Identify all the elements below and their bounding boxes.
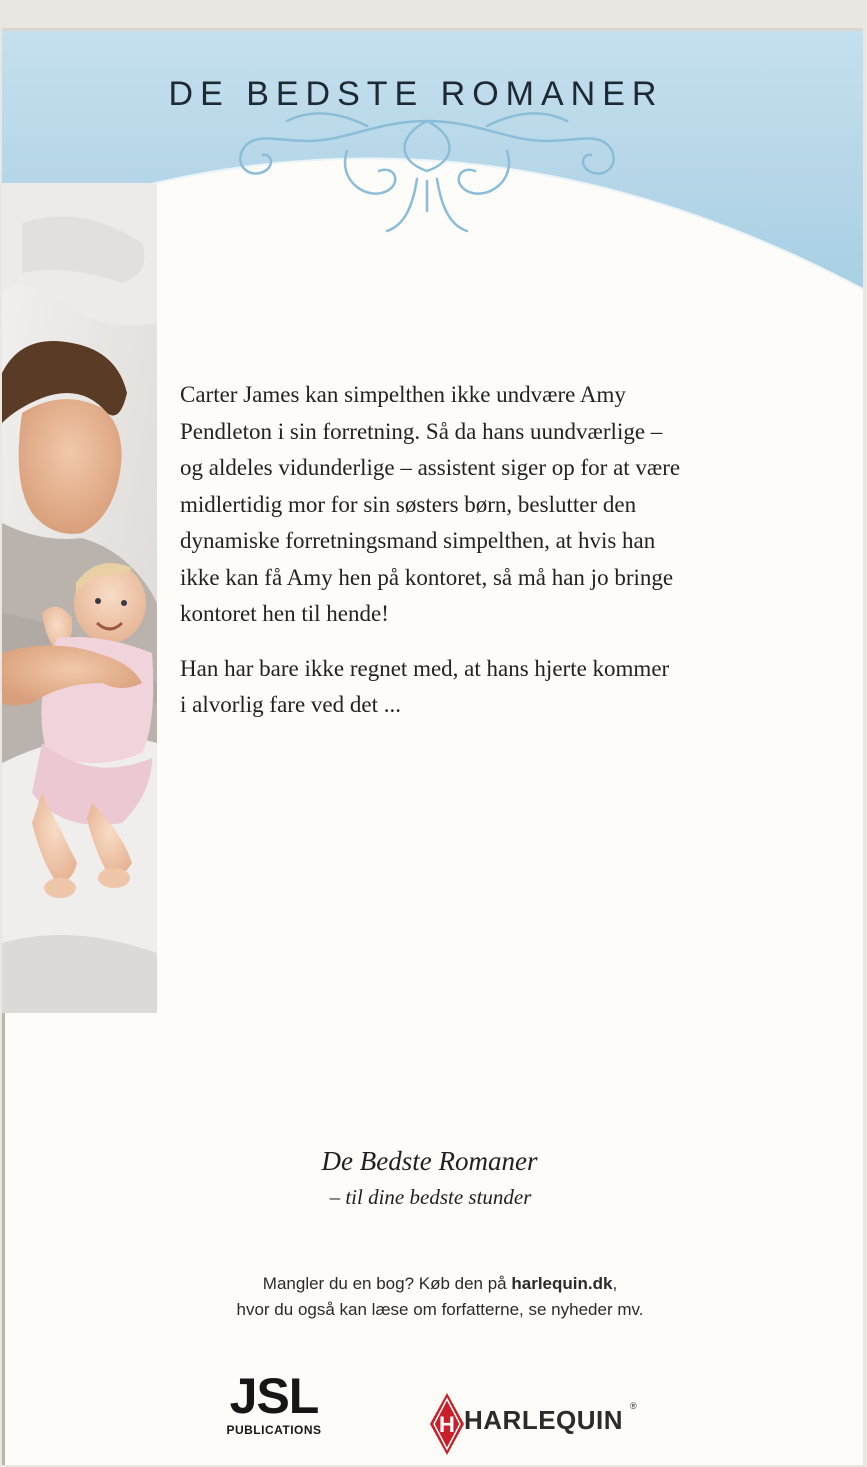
series-title: DE BEDSTE ROMANER bbox=[168, 75, 664, 113]
shop-info bbox=[2, 1271, 863, 1323]
back-cover-blurb bbox=[180, 377, 780, 742]
harlequin-wordmark: HARLEQUIN bbox=[464, 1405, 624, 1435]
tagline-title: De Bedste Romaner bbox=[321, 1146, 538, 1176]
series-tagline bbox=[2, 1146, 857, 1210]
blurb-paragraph: Carter James kan simpelthen ikke undvære Amy Pendleton i sin forretning. Så da hans uundværlige – og aldeles vidunderlige – assistent siger op for at være midlertidig mor for sin søsters børn, beslutter den dynamiske forretningsmand simpelthen, at hvis han ikke kan få Amy hen på kontoret, så må han jo bringe kontoret hen til hende! bbox=[180, 382, 681, 626]
website-link[interactable]: harlequin.dk bbox=[511, 1274, 613, 1293]
harlequin-mark-letter: H bbox=[439, 1412, 455, 1437]
scroll-ornament-icon bbox=[227, 101, 627, 251]
shop-line-1-suffix: , bbox=[612, 1274, 618, 1293]
harlequin-diamond-icon bbox=[430, 1393, 464, 1455]
shop-line-2: hvor du også kan læse om forfatterne, se nyheder mv. bbox=[236, 1300, 644, 1319]
jsl-logo-text: JSL bbox=[229, 1368, 319, 1424]
shop-line-1 bbox=[2, 1271, 863, 1297]
book-back-cover bbox=[2, 28, 863, 1465]
shop-line-1-prefix: Mangler du en bog? Køb den på bbox=[262, 1274, 512, 1293]
blurb-paragraph: Han har bare ikke regnet med, at hans hjerte kommer i alvorlig fare ved det ... bbox=[180, 655, 670, 717]
jsl-logo-subtext: PUBLICATIONS bbox=[226, 1423, 322, 1437]
jsl-publications-logo bbox=[218, 1368, 330, 1437]
father-and-baby-photo bbox=[2, 183, 157, 1013]
registered-mark: ® bbox=[630, 1401, 637, 1411]
tagline-subtitle: – til dine bedste stunder bbox=[329, 1185, 532, 1209]
harlequin-logo bbox=[430, 1393, 650, 1453]
